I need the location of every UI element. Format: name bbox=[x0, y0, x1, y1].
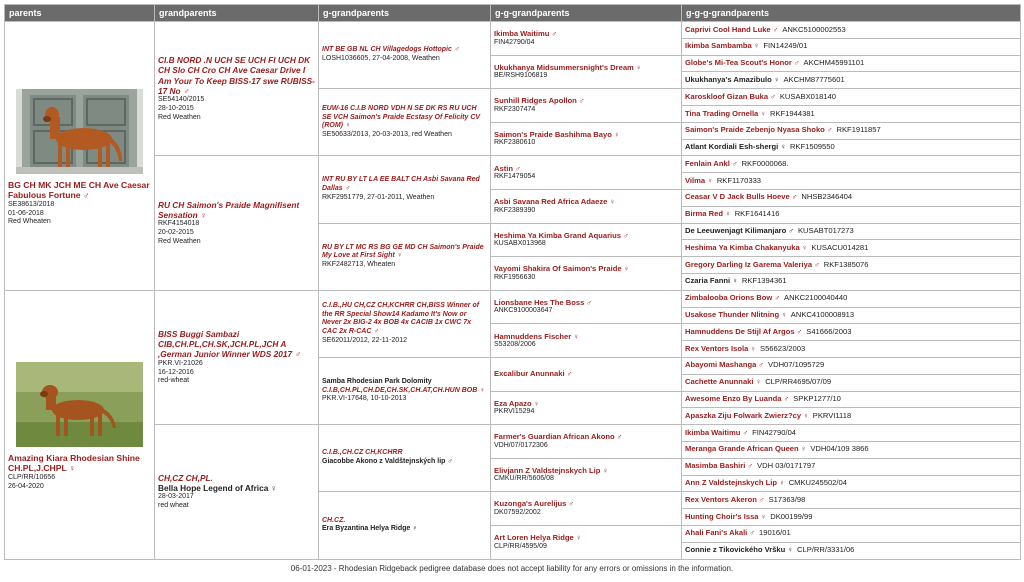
gg-grandparent-cell bbox=[491, 391, 682, 425]
ggg-grandparent-name[interactable]: Fenlain Ankl ♂ bbox=[685, 158, 738, 168]
ggg-grandparent-cell bbox=[682, 374, 1021, 391]
g-grandparent-info: RKF2482713, Wheaten bbox=[322, 261, 396, 269]
header-g-grandparents: g-grandparents bbox=[319, 5, 491, 22]
ggg-grandparent-name[interactable]: Karoskloof Gizan Buka ♂ bbox=[685, 91, 776, 101]
dam-reg: CLP/RR/10656 bbox=[8, 474, 56, 482]
dam-date: 26-04-2020 bbox=[8, 482, 44, 490]
g-grandparent-cell bbox=[319, 357, 491, 424]
g-grandparent-title[interactable]: RU BY LT MC RS BG GE MD CH Saimon's Praide My Love at First Sight ♀ bbox=[322, 243, 484, 260]
gg-grandparent-cell bbox=[491, 122, 682, 156]
ggg-grandparent-reg: KUSACU014281 bbox=[811, 242, 869, 252]
ggg-grandparent-cell bbox=[682, 223, 1021, 240]
ggg-grandparent-reg: AKCHM87775601 bbox=[783, 74, 845, 84]
g-grandparent-title[interactable]: EUW-16 C.I.B NORD VDH N SE DK RS RU UCH SE VCH Saimon's Praide Ecstasy Of Felicity CV (ROM) ♀ bbox=[322, 104, 481, 130]
g-grandparent-cell bbox=[319, 22, 491, 89]
gg-grandparent-name[interactable]: Hamnuddens Fischer ♀ bbox=[494, 331, 580, 341]
ggg-grandparent-cell bbox=[682, 206, 1021, 223]
gg-grandparent-name[interactable]: Astin ♂ bbox=[494, 163, 521, 173]
grandparent-color: red-wheat bbox=[158, 377, 190, 385]
gg-grandparent-reg: S53208/2006 bbox=[494, 341, 536, 348]
ggg-grandparent-cell bbox=[682, 72, 1021, 89]
g-grandparent-cell bbox=[319, 223, 491, 290]
gg-grandparent-cell bbox=[491, 458, 682, 492]
ggg-grandparent-reg: ANKC4100008913 bbox=[790, 310, 855, 320]
dam-photo[interactable] bbox=[16, 362, 143, 447]
ggg-grandparent-reg: KUSABT017273 bbox=[797, 226, 854, 236]
ggg-grandparent-reg: RKF1170333 bbox=[716, 175, 762, 185]
ggg-grandparent-reg: PKRVI1118 bbox=[812, 410, 852, 420]
g-grandparent-name[interactable]: Giacobbe Akono z Valdštejnských lip ♂ bbox=[322, 458, 453, 466]
g-grandparent-cell bbox=[319, 89, 491, 156]
gg-grandparent-reg: RKF2307474 bbox=[494, 105, 536, 113]
ggg-grandparent-cell bbox=[682, 441, 1021, 458]
ggg-grandparent-reg: FIN14249/01 bbox=[763, 41, 808, 51]
g-grandparent-cell bbox=[319, 290, 491, 357]
ggg-grandparent-cell bbox=[682, 189, 1021, 206]
gg-grandparent-reg: KUSABX013968 bbox=[494, 240, 546, 248]
disclaimer-footer: 06-01-2023 - Rhodesian Ridgeback pedigree database does not accept liability for any errors or omissions in the information. bbox=[290, 564, 734, 573]
gg-grandparent-name[interactable]: Farmer's Guardian African Akono ♂ bbox=[494, 432, 623, 442]
sire-name: BG CH MK JCH ME CH Ave Caesar Fabulous Fortune ♂ bbox=[8, 179, 150, 201]
g-grandparent-info: SE50633/2013, 20-03-2013, red Weathen bbox=[322, 131, 452, 139]
sire-color: Red Wheaten bbox=[8, 218, 51, 226]
g-grandparent-info: SE62011/2012, 22-11-2012 bbox=[322, 336, 407, 344]
ggg-grandparent-name[interactable]: Hunting Choir's Issa ♀ bbox=[685, 511, 767, 521]
gg-grandparent-reg: FIN42790/04 bbox=[494, 38, 535, 46]
ggg-grandparent-reg: S17363/98 bbox=[768, 494, 806, 504]
ggg-grandparent-reg: VDH 03/0171797 bbox=[757, 461, 816, 471]
gg-grandparent-name[interactable]: Asbi Savana Red Africa Adaeze ♀ bbox=[494, 197, 616, 207]
grandparent-name[interactable]: Bella Hope Legend of Africa ♀ bbox=[158, 483, 277, 494]
ggg-grandparent-reg: RKF1509550 bbox=[789, 142, 835, 152]
ggg-grandparent-cell bbox=[682, 357, 1021, 374]
g-grandparent-title[interactable]: INT BE GB NL CH Villagedogs Hottopic ♂ bbox=[322, 46, 460, 54]
header-parents: parents bbox=[5, 5, 155, 22]
grandparent-date: 20-02-2015 bbox=[158, 229, 194, 237]
ggg-grandparent-cell bbox=[682, 257, 1021, 274]
ggg-grandparent-cell bbox=[682, 475, 1021, 492]
ggg-grandparent-cell bbox=[682, 105, 1021, 122]
gg-grandparent-cell bbox=[491, 357, 682, 391]
pedigree-row bbox=[5, 425, 1021, 442]
ggg-grandparent-reg: RKF1911857 bbox=[836, 125, 881, 135]
gg-grandparent-cell bbox=[491, 22, 682, 56]
ggg-grandparent-name[interactable]: Birma Red ♀ bbox=[685, 209, 731, 219]
ggg-grandparent-cell bbox=[682, 89, 1021, 106]
ggg-grandparent-reg: RKF1944381 bbox=[769, 108, 815, 118]
pedigree-table bbox=[4, 4, 1021, 560]
ggg-grandparent-cell bbox=[682, 425, 1021, 442]
ggg-grandparent-reg: AKCHM45991101 bbox=[803, 58, 865, 68]
gg-grandparent-reg: DK07592/2002 bbox=[494, 508, 541, 516]
sire-reg: SE38613/2018 bbox=[8, 200, 55, 208]
ggg-grandparent-reg: VDH04/109 3866 bbox=[810, 444, 869, 454]
gg-grandparent-name[interactable]: Excalibur Anunnaki ♂ bbox=[494, 369, 573, 379]
ggg-grandparent-cell bbox=[682, 341, 1021, 358]
ggg-grandparent-name[interactable]: Meranga Grande African Queen ♀ bbox=[685, 444, 807, 454]
ggg-grandparent-reg: 19016/01 bbox=[759, 528, 791, 538]
ggg-grandparent-name[interactable]: Connie z Tikovického Vršku ♀ bbox=[685, 545, 794, 555]
gg-grandparent-name[interactable]: Sunhill Ridges Apollon ♂ bbox=[494, 96, 585, 106]
ggg-grandparent-cell bbox=[682, 525, 1021, 542]
gg-grandparent-cell bbox=[491, 525, 682, 559]
ggg-grandparent-cell bbox=[682, 38, 1021, 55]
g-grandparent-info: PKR.VI-17648, 10-10-2013 bbox=[322, 395, 407, 403]
gg-grandparent-cell bbox=[491, 257, 682, 291]
ggg-grandparent-name[interactable]: Zimbalooba Orions Bow ♂ bbox=[685, 293, 781, 303]
ggg-grandparent-name[interactable]: Ann Z Valdstejnskych Lip ♀ bbox=[685, 478, 785, 488]
g-grandparent-title[interactable]: C.I.B.,HU CH,CZ CH,KCHRR CH,BISS Winner of the RR Special Show14 Kadamo It's Now or Never 2x BIG-2 4x BOB 4x CACIB 1x CWC 7x CAC 2x R-CAC ♂ bbox=[322, 301, 480, 336]
gg-grandparent-name[interactable]: Art Loren Helya Ridge ♀ bbox=[494, 533, 582, 543]
gg-grandparent-reg: VDH/07/0172306 bbox=[494, 441, 548, 449]
gg-grandparent-name[interactable]: Ikimba Waitimu ♂ bbox=[494, 29, 558, 39]
gg-grandparent-name[interactable]: Vayomi Shakira Of Saimon's Praide ♀ bbox=[494, 264, 630, 274]
gg-grandparent-cell bbox=[491, 89, 682, 123]
ggg-grandparent-cell bbox=[682, 509, 1021, 526]
header-grandparents: grandparents bbox=[155, 5, 319, 22]
pedigree-row bbox=[5, 156, 1021, 173]
ggg-grandparent-cell bbox=[682, 122, 1021, 139]
g-grandparent-title[interactable]: INT RU BY LT LA EE BALT CH Asbi Savana Red Dallas ♂ bbox=[322, 176, 480, 193]
ggg-grandparent-reg: KUSABX018140 bbox=[779, 91, 836, 101]
gg-grandparent-cell bbox=[491, 290, 682, 324]
grandparent-cell bbox=[155, 290, 319, 424]
ggg-grandparent-name[interactable]: Tina Trading Ornella ♀ bbox=[685, 108, 767, 118]
ggg-grandparent-cell bbox=[682, 22, 1021, 39]
grandparent-reg: RKF4154018 bbox=[158, 220, 200, 228]
ggg-grandparent-cell bbox=[682, 324, 1021, 341]
ggg-grandparent-reg: ANKC2100040440 bbox=[784, 293, 848, 303]
ggg-grandparent-name[interactable]: Globe's Mi-Tea Scout's Honor ♂ bbox=[685, 58, 800, 68]
ggg-grandparent-reg: NHSB2346404 bbox=[801, 192, 853, 202]
gg-grandparent-reg: PKRVI15294 bbox=[494, 408, 535, 416]
ggg-grandparent-reg: CLP/RR4695/07/09 bbox=[765, 377, 832, 387]
ggg-grandparent-reg: S41666/2003 bbox=[806, 326, 852, 336]
g-grandparent-cell bbox=[319, 492, 491, 559]
ggg-grandparent-reg: ANKC5100002553 bbox=[782, 24, 846, 34]
ggg-grandparent-cell bbox=[682, 542, 1021, 559]
grandparent-date: 28-03-2017 bbox=[158, 493, 194, 501]
ggg-grandparent-name[interactable]: Masimba Bashiri ♂ bbox=[685, 461, 754, 471]
grandparent-reg: SE54140/2015 bbox=[158, 96, 205, 104]
ggg-grandparent-name[interactable]: Ahali Fani's Akali ♂ bbox=[685, 528, 756, 538]
ggg-grandparent-name[interactable]: Czaria Fanni ♀ bbox=[685, 276, 738, 286]
gg-grandparent-reg: CLP/RR/4595/09 bbox=[494, 542, 547, 550]
gg-grandparent-name[interactable]: Ukukhanya Midsummersnight's Dream ♀ bbox=[494, 62, 642, 72]
grandparent-cell bbox=[155, 22, 319, 156]
grandparent-name[interactable]: CI.B NORD .N UCH SE UCH FI UCH DK CH Slo CH Cro CH Ave Caesar Drive I Am Your To Keep BISS-17 swe RUBISS-17 No ♂ bbox=[158, 54, 315, 96]
ggg-grandparent-name[interactable]: Cachette Anunnaki ♀ bbox=[685, 377, 762, 387]
ggg-grandparent-reg: DK00199/99 bbox=[770, 511, 813, 521]
g-grandparent-title: C.I.B,CH.PL,CH.DE,CH.SK,CH.AT,CH.HUN BOB ♀ bbox=[322, 386, 485, 394]
ggg-grandparent-name[interactable]: Heshima Ya Kimba Chakanyuka ♀ bbox=[685, 242, 808, 252]
gg-grandparent-cell bbox=[491, 324, 682, 358]
gg-grandparent-cell bbox=[491, 492, 682, 526]
ggg-grandparent-cell bbox=[682, 307, 1021, 324]
gg-grandparent-name[interactable]: Heshima Ya Kimba Grand Aquarius ♂ bbox=[494, 230, 629, 240]
grandparent-color: Red Weathen bbox=[158, 237, 201, 245]
ggg-grandparent-name[interactable]: Ukukhanya's Amazibulo ♀ bbox=[685, 74, 780, 84]
header-gg-grandparents: g-g-grandparents bbox=[491, 5, 682, 22]
ggg-grandparent-cell bbox=[682, 391, 1021, 408]
gg-grandparent-reg: RKF2380610 bbox=[494, 139, 536, 147]
ggg-grandparent-reg: RKF1641416 bbox=[734, 209, 780, 219]
g-grandparent-info: LOSH1036605, 27-04-2008, Weathen bbox=[322, 55, 440, 63]
gg-grandparent-name[interactable]: Saimon's Praide Bashihma Bayo ♀ bbox=[494, 129, 620, 139]
grandparent-date: 16-12-2016 bbox=[158, 368, 194, 376]
g-grandparent-info: RKF2951779, 27-01-2011, Weathen bbox=[322, 193, 435, 201]
ggg-grandparent-cell bbox=[682, 240, 1021, 257]
gg-grandparent-name[interactable]: Elivjann Z Valdstejnskych Lip ♀ bbox=[494, 465, 609, 475]
gg-grandparent-cell bbox=[491, 156, 682, 190]
grandparent-color: red wheat bbox=[158, 502, 189, 510]
g-grandparent-cell bbox=[319, 156, 491, 223]
ggg-grandparent-name[interactable]: Caprivi Cool Hand Luke ♂ bbox=[685, 24, 779, 34]
ggg-grandparent-cell bbox=[682, 173, 1021, 190]
g-grandparent-title: CH.CZ. bbox=[322, 516, 346, 524]
ggg-grandparent-name[interactable]: Abayomi Mashanga ♂ bbox=[685, 360, 765, 370]
gg-grandparent-cell bbox=[491, 55, 682, 89]
pedigree-row bbox=[5, 22, 1021, 39]
ggg-grandparent-name[interactable]: Atlant Kordiali Esh-shergi ♀ bbox=[685, 142, 787, 152]
ggg-grandparent-name[interactable]: Vilma ♀ bbox=[685, 175, 713, 185]
sire-cell bbox=[5, 22, 155, 291]
grandparent-reg: PKR.VI-21026 bbox=[158, 359, 203, 367]
gg-grandparent-cell bbox=[491, 425, 682, 459]
ggg-grandparent-name[interactable]: Ceasar V D Jack Bulls Hoeve ♂ bbox=[685, 192, 798, 202]
ggg-grandparent-name[interactable]: Rex Ventors Isola ♀ bbox=[685, 343, 757, 353]
ggg-grandparent-reg: S56623/2003 bbox=[760, 343, 806, 353]
gg-grandparent-reg: RKF1479054 bbox=[494, 173, 536, 181]
gg-grandparent-name[interactable]: Eza Apazo ♀ bbox=[494, 398, 540, 408]
ggg-grandparent-reg: RKF1385076 bbox=[823, 259, 869, 269]
ggg-grandparent-name[interactable]: Apaszka Ziju Folwark Zwierz?cy ♀ bbox=[685, 410, 809, 420]
header-ggg-grandparents: g-g-g-grandparents bbox=[682, 5, 1021, 22]
grandparent-name[interactable]: BISS Buggi Sambazi CIB,CH.PL,CH.SK,JCH.PL,JCH A ,German Junior Winner WDS 2017 ♂ bbox=[158, 328, 301, 360]
ggg-grandparent-reg: FIN42790/04 bbox=[752, 427, 797, 437]
header-row bbox=[5, 5, 1021, 22]
ggg-grandparent-cell bbox=[682, 408, 1021, 425]
ggg-grandparent-name[interactable]: Ikimba Sambamba ♀ bbox=[685, 41, 760, 51]
sire-photo[interactable] bbox=[16, 89, 143, 174]
sire-date: 01-06-2018 bbox=[8, 209, 44, 217]
grandparent-cell bbox=[155, 156, 319, 290]
ggg-grandparent-name[interactable]: Gregory Darling Iz Garema Valeriya ♂ bbox=[685, 259, 820, 269]
ggg-grandparent-name[interactable]: Ikimba Waitimu ♂ bbox=[685, 427, 749, 437]
g-grandparent-name[interactable]: Era Byzantina Helya Ridge ♀ bbox=[322, 525, 418, 533]
ggg-grandparent-cell bbox=[682, 55, 1021, 72]
ggg-grandparent-cell bbox=[682, 290, 1021, 307]
ggg-grandparent-name[interactable]: De Leeuwenjagt Kilimanjaro ♂ bbox=[685, 226, 795, 236]
gg-grandparent-name[interactable]: Lionsbane Hes The Boss ♂ bbox=[494, 297, 593, 307]
ggg-grandparent-name[interactable]: Usakose Thunder Nlitning ♀ bbox=[685, 310, 787, 320]
ggg-grandparent-name[interactable]: Saimon's Praide Zebenjo Nyasa Shoko ♂ bbox=[685, 125, 833, 135]
ggg-grandparent-name[interactable]: Awesome Enzo By Luanda ♂ bbox=[685, 394, 790, 404]
ggg-grandparent-name[interactable]: Hamnuddens De Stijl Af Argos ♂ bbox=[685, 326, 803, 336]
dam-cell bbox=[5, 290, 155, 559]
gg-grandparent-reg: RKF1956630 bbox=[494, 273, 536, 281]
gg-grandparent-reg: BE/RSH9106819 bbox=[494, 72, 548, 80]
ggg-grandparent-cell bbox=[682, 273, 1021, 290]
grandparent-cell bbox=[155, 425, 319, 559]
gg-grandparent-reg: RKF2389390 bbox=[494, 206, 536, 214]
ggg-grandparent-cell bbox=[682, 492, 1021, 509]
dam-name: Amazing Kiara Rhodesian Shine CH.PL,J.CHPL ♀ bbox=[8, 452, 140, 474]
gg-grandparent-reg: CMKU/RR/5606/08 bbox=[494, 475, 554, 483]
grandparent-color: Red Weathen bbox=[158, 113, 201, 121]
ggg-grandparent-reg: VDH07/1095729 bbox=[768, 360, 825, 370]
gg-grandparent-reg: ANKC9100003647 bbox=[494, 307, 553, 315]
ggg-grandparent-reg: CLP/RR/3331/06 bbox=[797, 545, 855, 555]
gg-grandparent-name[interactable]: Kuzonga's Aurelijus ♂ bbox=[494, 499, 575, 509]
gg-grandparent-cell bbox=[491, 189, 682, 223]
grandparent-title: CH,CZ CH,PL. bbox=[158, 472, 213, 483]
ggg-grandparent-cell bbox=[682, 139, 1021, 156]
gg-grandparent-cell bbox=[491, 223, 682, 257]
grandparent-date: 28-10-2015 bbox=[158, 105, 194, 113]
ggg-grandparent-cell bbox=[682, 458, 1021, 475]
g-grandparent-name[interactable]: Samba Rhodesian Park Dolomity bbox=[322, 377, 432, 385]
ggg-grandparent-cell bbox=[682, 156, 1021, 173]
ggg-grandparent-reg: RKF1394361 bbox=[741, 276, 787, 286]
ggg-grandparent-reg: CMKU245502/04 bbox=[788, 478, 847, 488]
grandparent-name[interactable]: RU CH Saimon's Praide Magnifisent Sensation ♀ bbox=[158, 199, 300, 220]
ggg-grandparent-reg: SPKP1277/10 bbox=[793, 394, 841, 404]
pedigree-row bbox=[5, 290, 1021, 307]
g-grandparent-title: C.I.B.,CH.CZ CH,KCHRR bbox=[322, 449, 403, 457]
ggg-grandparent-name[interactable]: Rex Ventors Akeron ♂ bbox=[685, 494, 765, 504]
g-grandparent-cell bbox=[319, 425, 491, 492]
ggg-grandparent-reg: RKF0000068. bbox=[741, 158, 789, 168]
